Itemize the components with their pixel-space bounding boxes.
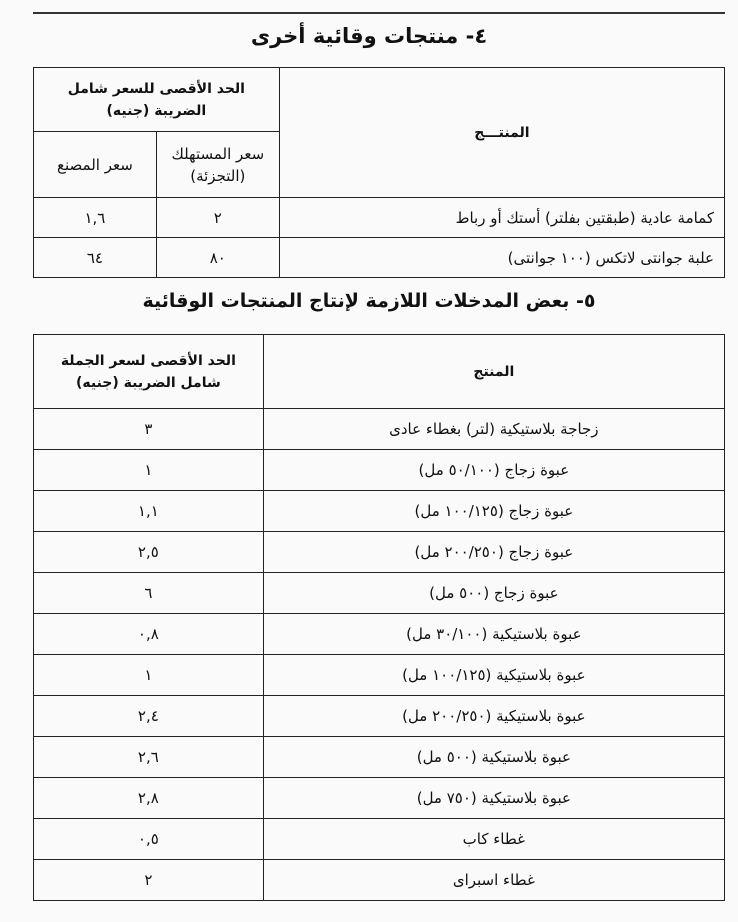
- table-row: [34, 819, 725, 860]
- price-cell: ٠,٨: [34, 614, 264, 655]
- product-header: المنتج: [263, 335, 724, 409]
- product-cell: غطاء كاب: [263, 819, 724, 860]
- product-cell: زجاجة بلاستيكية (لتر) بغطاء عادى: [263, 409, 724, 450]
- section-4-title: ٤- منتجات وقائية أخرى: [250, 24, 488, 48]
- product-header: المنتـــج: [279, 68, 724, 198]
- product-cell: عبوة زجاج (٥٠/١٠٠ مل): [263, 450, 724, 491]
- other-preventive-products-table: [33, 67, 725, 278]
- factory-price-header: سعر المصنع: [34, 132, 157, 198]
- table-row: [34, 573, 725, 614]
- price-cell: ٦: [34, 573, 264, 614]
- price-cell: ٢,٤: [34, 696, 264, 737]
- price-cell: ٢,٨: [34, 778, 264, 819]
- product-cell: عبوة بلاستيكية (٣٠/١٠٠ مل): [263, 614, 724, 655]
- table-row: [34, 696, 725, 737]
- product-cell: عبوة زجاج (٥٠٠ مل): [263, 573, 724, 614]
- consumer-price-cell: ٨٠: [156, 238, 279, 278]
- max-wholesale-header: الحد الأقصى لسعر الجملة شامل الضريبة (جنيه): [34, 335, 264, 409]
- price-cell: ١,١: [34, 491, 264, 532]
- top-rule: [33, 12, 725, 14]
- product-cell: علبة جوانتى لاتكس (١٠٠ جوانتى): [279, 238, 724, 278]
- price-cell: ٠,٥: [34, 819, 264, 860]
- table-row: [34, 491, 725, 532]
- product-cell: عبوة زجاج (٢٠٠/٢٥٠ مل): [263, 532, 724, 573]
- table-row: [34, 532, 725, 573]
- consumer-price-header: سعر المستهلك (التجزئة): [156, 132, 279, 198]
- product-cell: عبوة بلاستيكية (٥٠٠ مل): [263, 737, 724, 778]
- product-cell: كمامة عادية (طبقتين بفلتر) أستك أو رباط: [279, 198, 724, 238]
- consumer-price-cell: ٢: [156, 198, 279, 238]
- factory-price-cell: ٦٤: [34, 238, 157, 278]
- table-row: [34, 737, 725, 778]
- price-cell: ٢: [34, 860, 264, 901]
- price-cell: ١: [34, 655, 264, 696]
- price-cell: ٢,٥: [34, 532, 264, 573]
- production-inputs-table: [33, 334, 725, 901]
- product-cell: عبوة زجاج (١٠٠/١٢٥ مل): [263, 491, 724, 532]
- table-row: [34, 655, 725, 696]
- table-row: [34, 238, 725, 278]
- price-cell: ٣: [34, 409, 264, 450]
- table-row: [34, 409, 725, 450]
- price-cell: ٢,٦: [34, 737, 264, 778]
- section-5-title: ٥- بعض المدخلات اللازمة لإنتاج المنتجات الوقائية: [142, 290, 596, 312]
- table-row: [34, 198, 725, 238]
- product-cell: غطاء اسبراى: [263, 860, 724, 901]
- product-cell: عبوة بلاستيكية (١٠٠/١٢٥ مل): [263, 655, 724, 696]
- table-row: [34, 450, 725, 491]
- factory-price-cell: ١,٦: [34, 198, 157, 238]
- product-cell: عبوة بلاستيكية (٧٥٠ مل): [263, 778, 724, 819]
- table-row: [34, 778, 725, 819]
- max-price-header: الحد الأقصى للسعر شامل الضريبة (جنيه): [34, 68, 280, 132]
- table-row: [34, 614, 725, 655]
- product-cell: عبوة بلاستيكية (٢٠٠/٢٥٠ مل): [263, 696, 724, 737]
- table-row: [34, 860, 725, 901]
- price-cell: ١: [34, 450, 264, 491]
